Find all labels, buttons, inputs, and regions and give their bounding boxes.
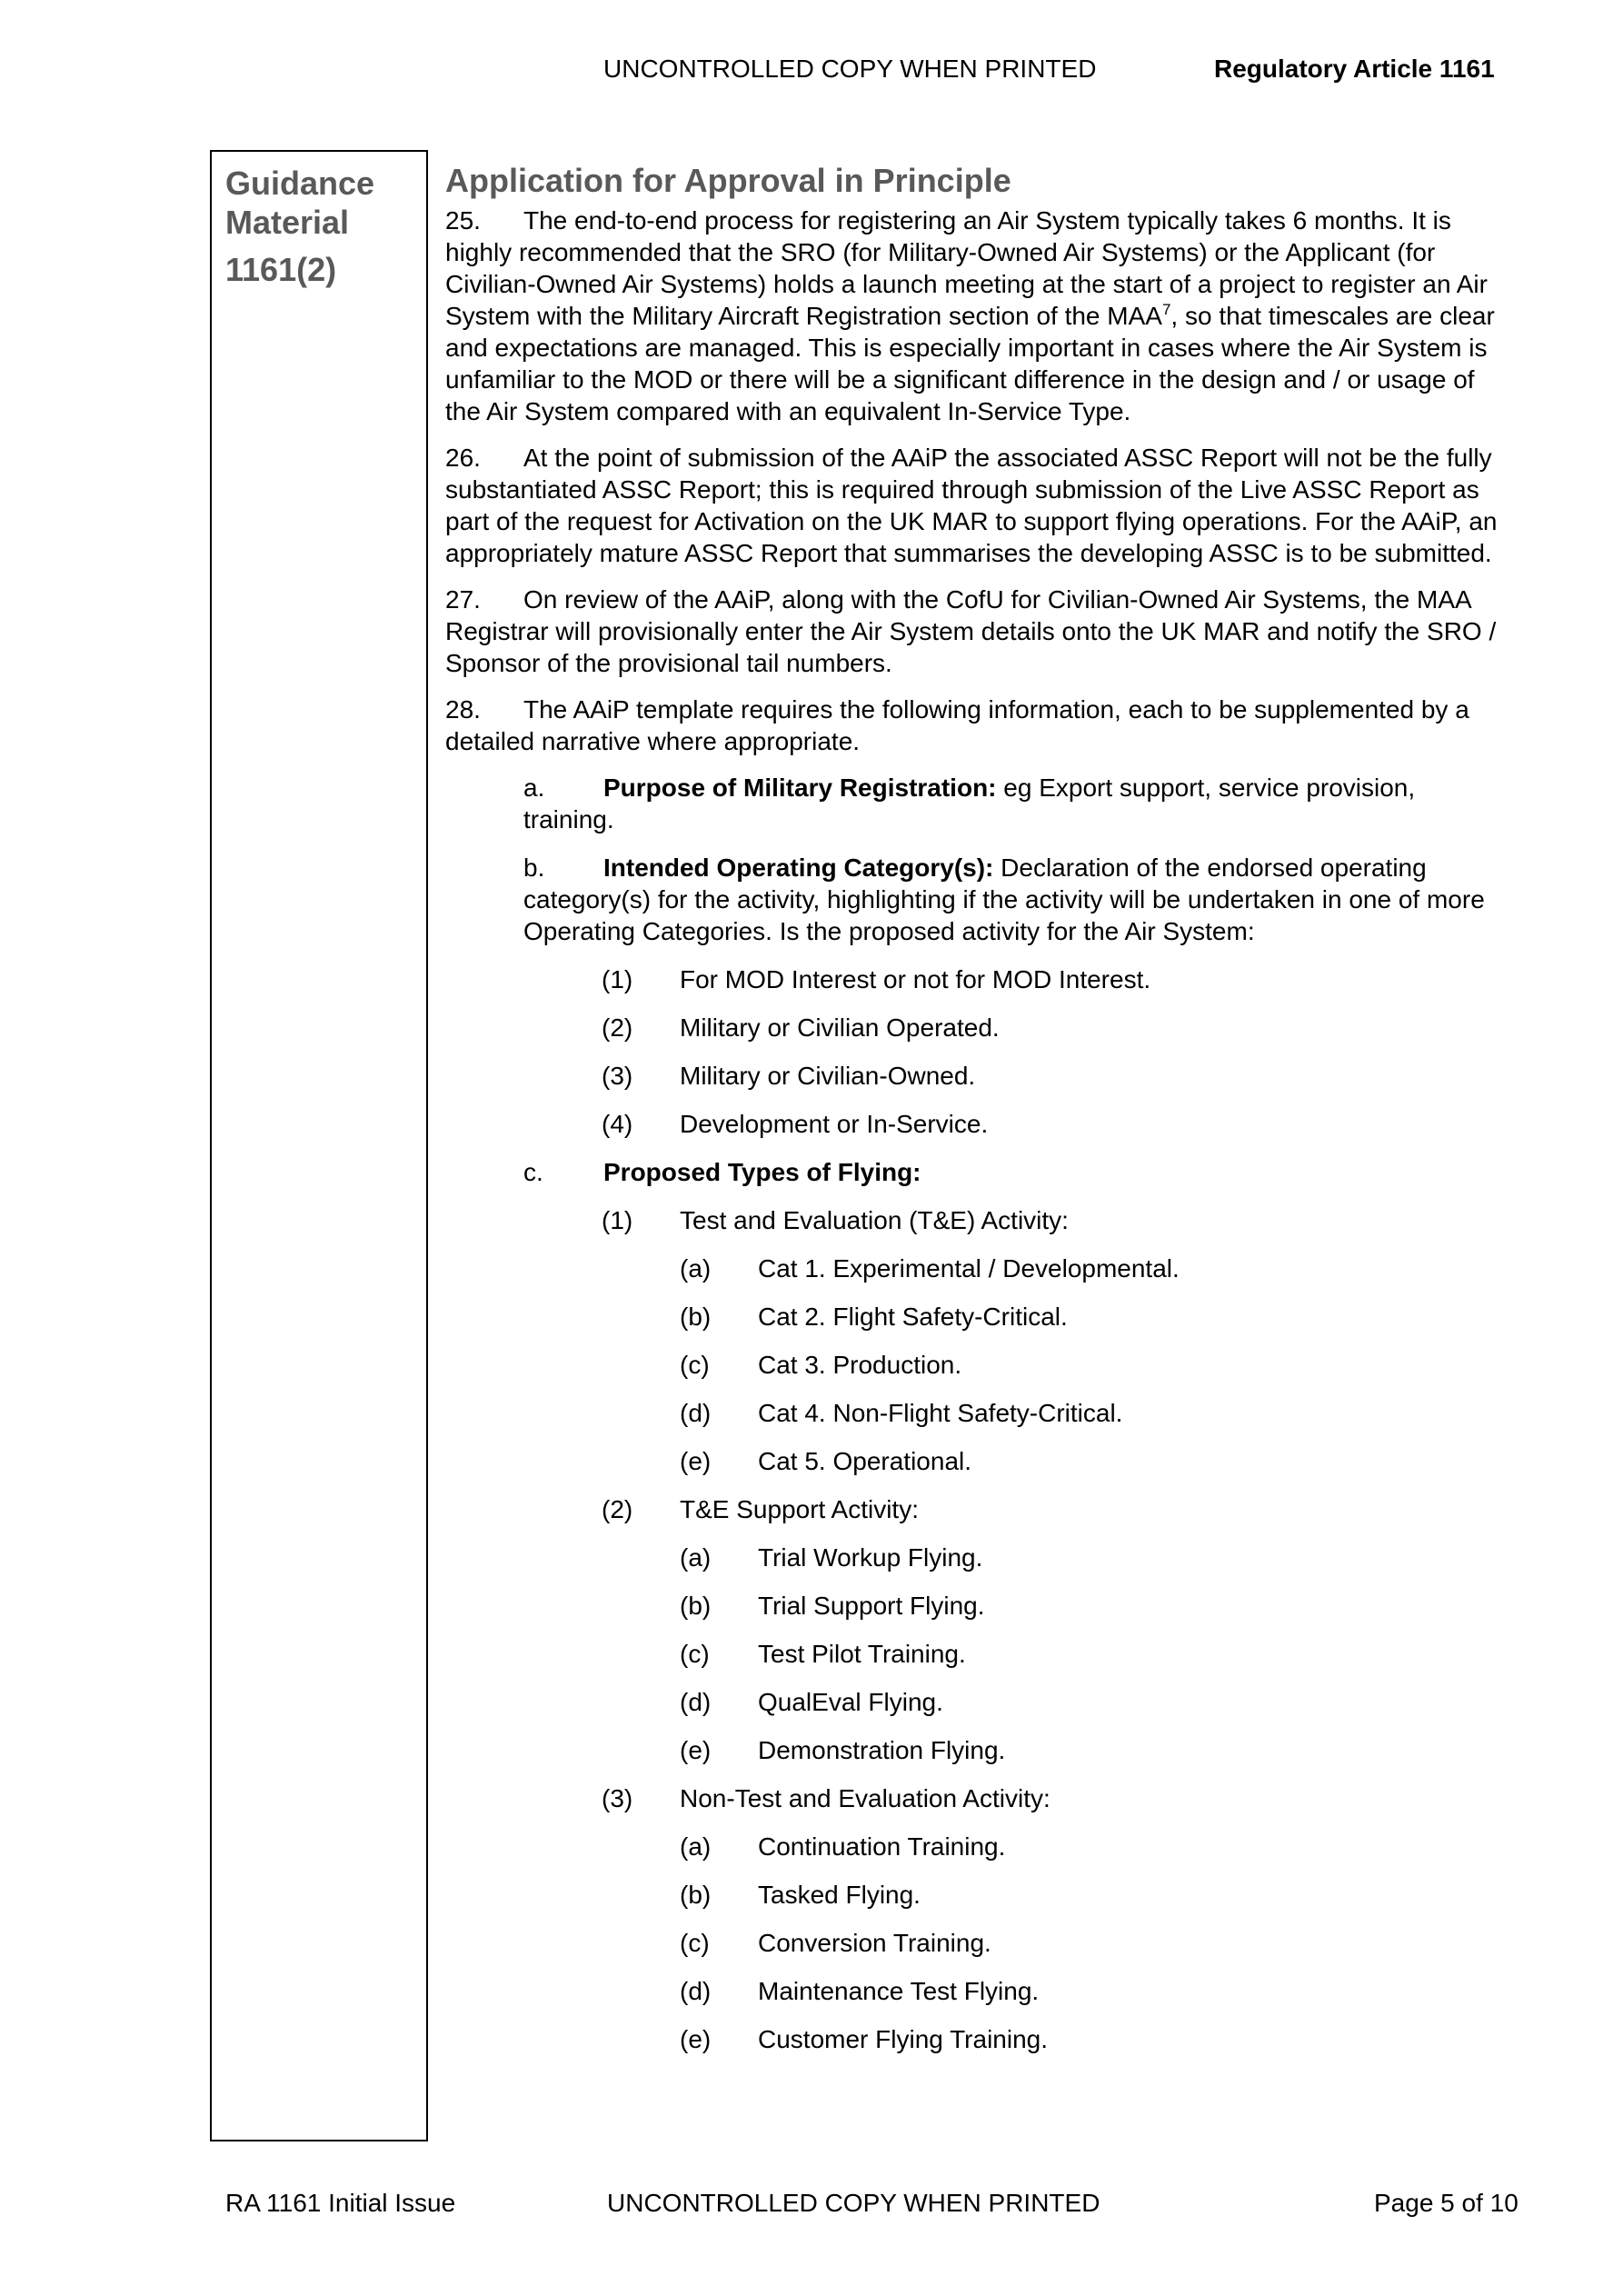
paragraph-text: The AAiP template requires the following information, each to be supplemented by a detailed narrative where appropriate. xyxy=(445,695,1469,755)
list-item xyxy=(680,1253,1508,1284)
item-label: (2) xyxy=(602,1495,633,1523)
item-label: (c) xyxy=(680,1640,710,1668)
list-item xyxy=(680,1975,1508,2007)
main-content xyxy=(445,162,1508,2071)
list-item-c xyxy=(523,1156,1508,1188)
paragraph-text: The end-to-end process for registering an Air System typically takes 6 months. It is highly recommended that the SRO (for Military-Owned Air Systems) or the Applicant (for Civilian-Owned Air Systems) holds a launch meeting at the start of a project to register an Air System with the Military Aircraft Registration section of the MAA xyxy=(445,206,1488,330)
paragraph-number: 27. xyxy=(445,585,481,614)
list-item xyxy=(680,2023,1508,2055)
list-item-a xyxy=(523,772,1508,835)
item-text: Trial Support Flying. xyxy=(758,1592,985,1620)
header-uncontrolled-notice: UNCONTROLLED COPY WHEN PRINTED xyxy=(603,55,1097,83)
item-text: Test and Evaluation (T&E) Activity: xyxy=(680,1206,1069,1234)
item-label: (c) xyxy=(680,1351,710,1379)
paragraph-text: On review of the AAiP, along with the CofU for Civilian-Owned Air Systems, the MAA Registrar will provisionally enter the Air System details onto the UK MAR and notify the SRO / Sponsor of the provisional tail numbers. xyxy=(445,585,1497,677)
item-label: (d) xyxy=(680,1688,712,1716)
list-item xyxy=(680,1445,1508,1477)
item-label: (1) xyxy=(602,1206,633,1234)
list-item xyxy=(680,1686,1508,1718)
footer-page-number: Page 5 of 10 xyxy=(1374,2189,1518,2217)
item-text: Military or Civilian-Owned. xyxy=(680,1062,976,1090)
item-label: (a) xyxy=(680,1832,712,1861)
guidance-label: Guidance Material xyxy=(225,165,375,241)
item-label: (e) xyxy=(680,1736,712,1764)
item-label: a. xyxy=(523,774,545,802)
item-text: Trial Workup Flying. xyxy=(758,1543,983,1572)
item-label: (b) xyxy=(680,1303,712,1331)
item-label: (a) xyxy=(680,1543,712,1572)
list-item xyxy=(680,1590,1508,1622)
item-label: (d) xyxy=(680,1399,712,1427)
item-text: QualEval Flying. xyxy=(758,1688,943,1716)
item-text: Conversion Training. xyxy=(758,1929,991,1957)
paragraph-27 xyxy=(445,584,1508,679)
item-text: Military or Civilian Operated. xyxy=(680,1013,1000,1042)
list-item xyxy=(680,1927,1508,1959)
item-text: Cat 2. Flight Safety-Critical. xyxy=(758,1303,1068,1331)
paragraph-number: 25. xyxy=(445,206,481,235)
item-text: Cat 3. Production. xyxy=(758,1351,962,1379)
paragraph-number: 28. xyxy=(445,695,481,724)
paragraph-26 xyxy=(445,442,1508,569)
list-item xyxy=(680,1879,1508,1911)
guidance-number: 1161(2) xyxy=(225,251,337,288)
list-item xyxy=(602,1060,1508,1092)
item-text: Customer Flying Training. xyxy=(758,2025,1049,2053)
item-text: Demonstration Flying. xyxy=(758,1736,1006,1764)
item-text: For MOD Interest or not for MOD Interest. xyxy=(680,965,1151,993)
item-text: Non-Test and Evaluation Activity: xyxy=(680,1784,1050,1812)
list-item xyxy=(602,963,1508,995)
section-title: Application for Approval in Principle xyxy=(445,162,1011,199)
list-item xyxy=(602,1782,1508,1814)
item-label: (a) xyxy=(680,1254,712,1283)
item-label: c. xyxy=(523,1158,543,1186)
item-text: T&E Support Activity: xyxy=(680,1495,919,1523)
item-text: Cat 1. Experimental / Developmental. xyxy=(758,1254,1180,1283)
list-item xyxy=(680,1397,1508,1429)
item-label: (e) xyxy=(680,1447,712,1475)
footer-issue: RA 1161 Initial Issue xyxy=(225,2189,456,2217)
paragraph-text: At the point of submission of the AAiP the associated ASSC Report will not be the fully substantiated ASSC Report; this is required through submission of the Live ASSC Report as part of the request for Activation on the UK MAR to support flying operations. For the AAiP, an appropriately mature ASSC Report that summarises the developing ASSC is to be submitted. xyxy=(445,444,1498,567)
guidance-sidebar-label xyxy=(225,164,425,289)
item-text: Declaration of the endorsed operating category(s) for the activity, highlighting if the activity will be undertaken in one of more Operating Categories. Is the proposed activity for the Air System: xyxy=(523,854,1485,945)
list-item xyxy=(602,1012,1508,1043)
item-label: (1) xyxy=(602,965,633,993)
item-label: (3) xyxy=(602,1784,633,1812)
paragraph-text: , so that timescales are clear and expectations are managed. This is especially important in cases where the Air System is unfamiliar to the MOD or there will be a significant difference in the design and / or usage of the Air System compared with an equivalent In-Service Type. xyxy=(445,302,1495,425)
guidance-sidebar-box xyxy=(210,150,428,2141)
item-label: (4) xyxy=(602,1110,633,1138)
item-text: Cat 4. Non-Flight Safety-Critical. xyxy=(758,1399,1123,1427)
item-label: (c) xyxy=(680,1929,710,1957)
item-text: Development or In-Service. xyxy=(680,1110,989,1138)
item-label: (2) xyxy=(602,1013,633,1042)
footer-uncontrolled-notice: UNCONTROLLED COPY WHEN PRINTED xyxy=(607,2189,1100,2217)
header-article-title: Regulatory Article 1161 xyxy=(1214,55,1495,83)
list-item xyxy=(602,1108,1508,1140)
list-item-b xyxy=(523,852,1508,947)
list-item xyxy=(680,1301,1508,1333)
footnote-reference[interactable]: 7 xyxy=(1161,301,1171,318)
item-text: Tasked Flying. xyxy=(758,1881,921,1909)
item-text: Test Pilot Training. xyxy=(758,1640,966,1668)
item-label: b. xyxy=(523,854,545,882)
list-item xyxy=(602,1493,1508,1525)
paragraph-28 xyxy=(445,694,1508,757)
item-heading: Purpose of Military Registration: xyxy=(603,774,997,802)
item-text: Maintenance Test Flying. xyxy=(758,1977,1040,2005)
item-heading: Intended Operating Category(s): xyxy=(603,854,994,882)
item-label: (b) xyxy=(680,1592,712,1620)
list-item xyxy=(680,1638,1508,1670)
list-item xyxy=(680,1734,1508,1766)
list-item xyxy=(680,1349,1508,1381)
item-heading: Proposed Types of Flying: xyxy=(603,1158,921,1186)
item-label: (e) xyxy=(680,2025,712,2053)
item-text: Cat 5. Operational. xyxy=(758,1447,972,1475)
item-label: (d) xyxy=(680,1977,712,2005)
list-item xyxy=(602,1204,1508,1236)
list-item xyxy=(680,1542,1508,1573)
paragraph-number: 26. xyxy=(445,444,481,472)
item-text: Continuation Training. xyxy=(758,1832,1006,1861)
item-label: (3) xyxy=(602,1062,633,1090)
item-label: (b) xyxy=(680,1881,712,1909)
paragraph-25 xyxy=(445,205,1508,427)
item-text: eg Export support, service provision, training. xyxy=(523,774,1416,834)
list-item xyxy=(680,1831,1508,1862)
